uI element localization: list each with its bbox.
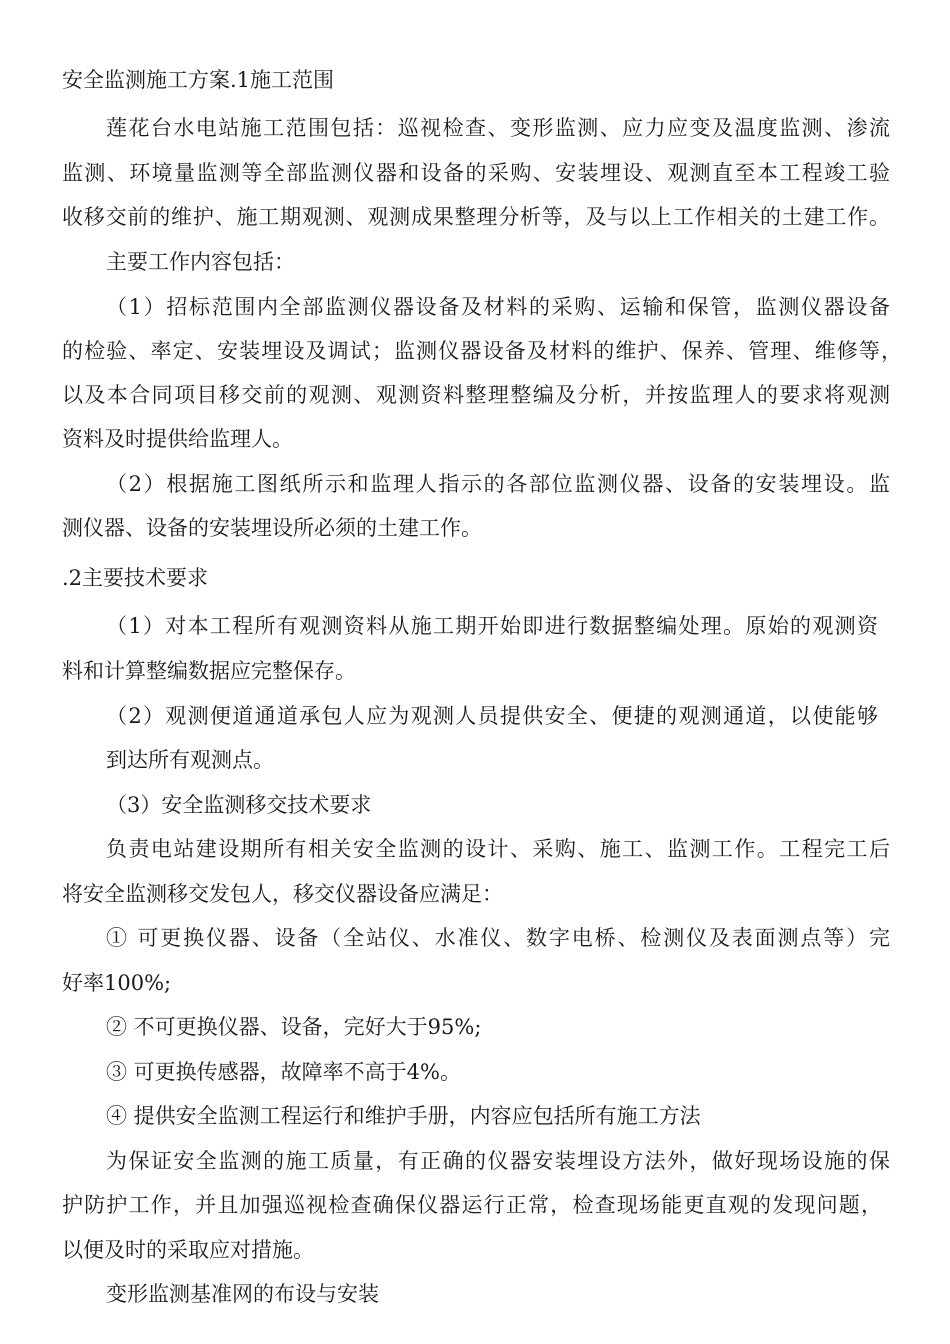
handover-paragraph-line-2: 将安全监测移交发包人，移交仪器设备应满足： — [62, 882, 503, 906]
criteria-4: ④ 提供安全监测工程运行和维护手册，内容应包括所有施工方法 — [106, 1104, 701, 1128]
work-item-2-line-2: 测仪器、设备的安装埋设所必须的土建工作。 — [62, 516, 482, 540]
work-item-2-line-1: （2）根据施工图纸所示和监理人指示的各部位监测仪器、设备的安装埋设。监 — [106, 472, 890, 496]
criteria-2: ② 不可更换仪器、设备，完好大于95%; — [106, 1015, 482, 1039]
work-item-1-line-4: 资料及时提供给监理人。 — [62, 427, 293, 451]
tech-item-1-line-2: 料和计算整编数据应完整保存。 — [62, 659, 356, 683]
quality-paragraph-line-3: 以便及时的采取应对措施。 — [62, 1238, 314, 1262]
tech-item-2-line-1: （2）观测便道通道承包人应为观测人员提供安全、便捷的观测通道，以使能够 — [106, 704, 878, 728]
criteria-1-line-1: ① 可更换仪器、设备（全站仪、水准仪、数字电桥、检测仪及表面测点等）完 — [106, 926, 890, 950]
scope-paragraph-line-3: 收移交前的维护、施工期观测、观测成果整理分析等，及与以上工作相关的土建工作。 — [62, 205, 890, 229]
tech-item-1-line-1: （1）对本工程所有观测资料从施工期开始即进行数据整编处理。原始的观测资 — [106, 614, 878, 638]
handover-paragraph-line-1: 负责电站建设期所有相关安全监测的设计、采购、施工、监测工作。工程完工后 — [106, 837, 890, 861]
quality-paragraph-line-2: 护防护工作，并且加强巡视检查确保仪器运行正常，检查现场能更直观的发现问题， — [62, 1193, 882, 1217]
criteria-3: ③ 可更换传感器，故障率不高于4%。 — [106, 1060, 461, 1084]
work-item-1-line-2: 的检验、率定、安装埋设及调试；监测仪器设备及材料的维护、保养、管理、维修等， — [62, 339, 902, 363]
tech-item-3: （3）安全监测移交技术要求 — [106, 793, 372, 817]
section-heading-tech: .2主要技术要求 — [62, 566, 209, 590]
tech-item-2-line-2: 到达所有观测点。 — [106, 748, 274, 772]
scope-paragraph-line-2: 监测、环境量监测等全部监测仪器和设备的采购、安装埋设、观测直至本工程竣工验 — [62, 161, 890, 185]
section-heading-scope: 安全监测施工方案.1施工范围 — [62, 68, 335, 92]
criteria-1-line-2: 好率100%; — [62, 971, 172, 995]
section-heading-deformation: 变形监测基准网的布设与安装 — [106, 1282, 379, 1306]
main-work-label: 主要工作内容包括： — [106, 250, 295, 274]
work-item-1-line-3: 以及本合同项目移交前的观测、观测资料整理整编及分析，并按监理人的要求将观测 — [62, 383, 890, 407]
quality-paragraph-line-1: 为保证安全监测的施工质量，有正确的仪器安装埋设方法外，做好现场设施的保 — [106, 1149, 890, 1173]
scope-paragraph-line-1: 莲花台水电站施工范围包括：巡视检查、变形监测、应力应变及温度监测、渗流 — [106, 116, 890, 140]
work-item-1-line-1: （1）招标范围内全部监测仪器设备及材料的采购、运输和保管，监测仪器设备 — [106, 295, 890, 319]
